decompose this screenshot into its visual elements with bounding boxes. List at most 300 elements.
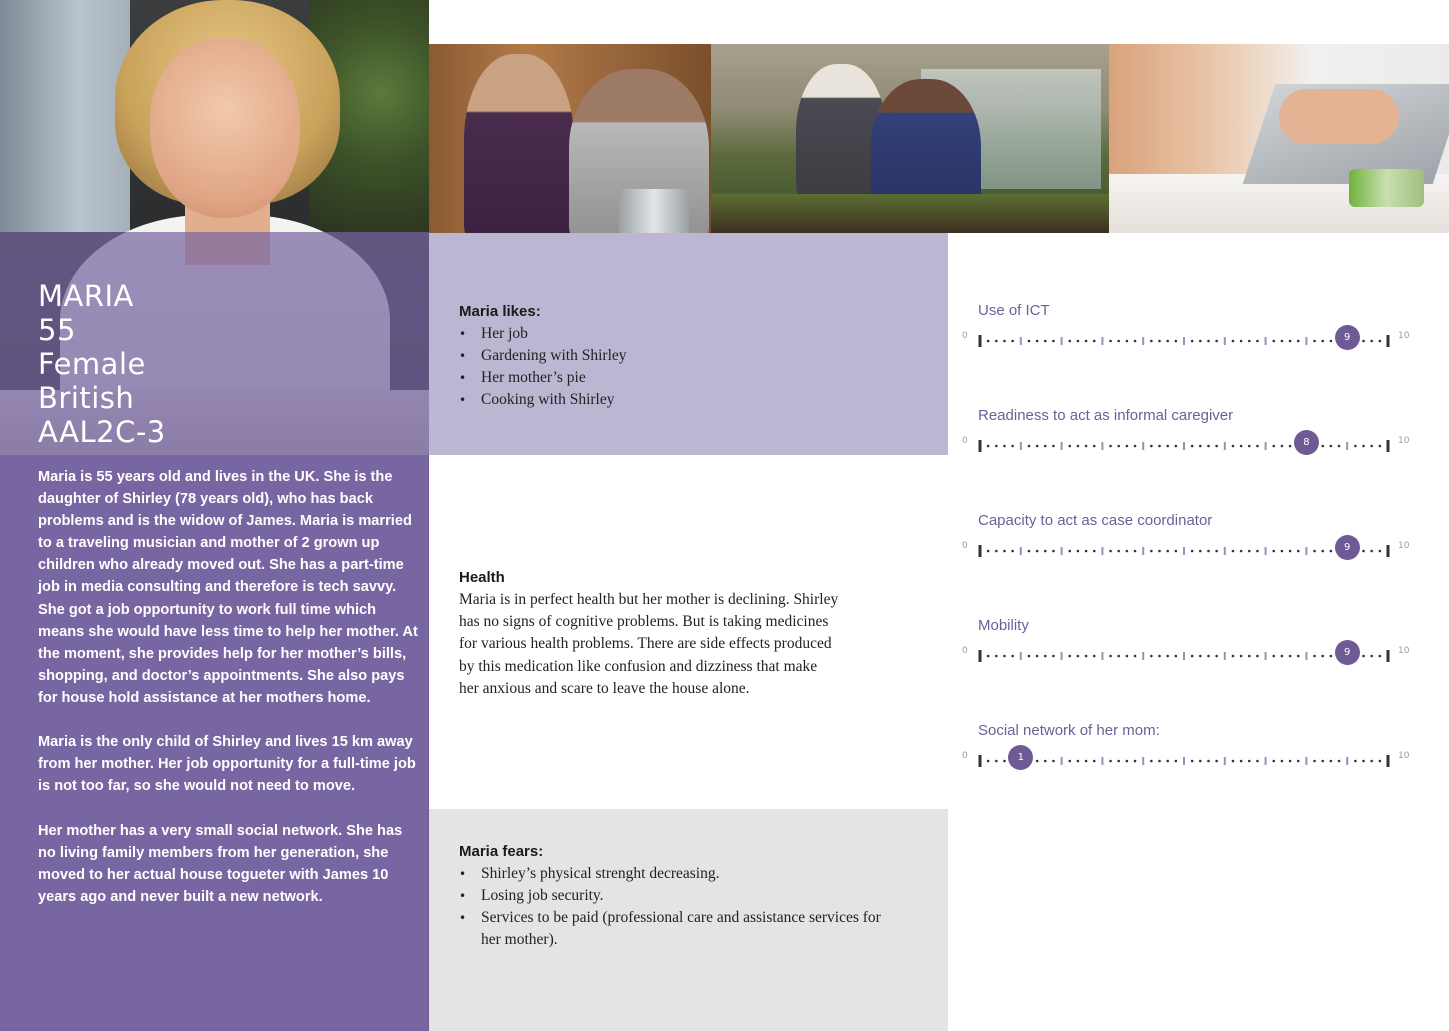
scale-dot bbox=[1379, 760, 1382, 763]
scale-dot bbox=[1256, 445, 1259, 448]
scale-tick bbox=[1142, 547, 1144, 555]
likes-title: Maria likes: bbox=[459, 303, 541, 320]
scale-dot bbox=[1126, 445, 1129, 448]
fears-title: Maria fears: bbox=[459, 843, 544, 860]
scale-dot bbox=[1370, 760, 1373, 763]
scale-dot bbox=[987, 445, 990, 448]
scale-dot bbox=[1028, 340, 1031, 343]
scale-end-cap bbox=[979, 545, 982, 557]
scale-dot bbox=[1175, 550, 1178, 553]
scale-dot bbox=[1003, 760, 1006, 763]
scale-dot bbox=[1158, 550, 1161, 553]
scale-tick bbox=[1101, 652, 1103, 660]
cooking-photo bbox=[429, 44, 711, 233]
scale-dot bbox=[1068, 445, 1071, 448]
scale-dot bbox=[1297, 760, 1300, 763]
scale-dot bbox=[1134, 340, 1137, 343]
scale-dot bbox=[1134, 550, 1137, 553]
scale-end-cap bbox=[1387, 440, 1390, 452]
scale-dot bbox=[1272, 655, 1275, 658]
scale-tick bbox=[1142, 757, 1144, 765]
scale-tick bbox=[1061, 337, 1063, 345]
scale-min-label: 0 bbox=[962, 436, 968, 446]
scale-dot bbox=[995, 550, 998, 553]
scale-dot bbox=[1256, 760, 1259, 763]
scale-tick bbox=[1305, 337, 1307, 345]
scale-dot bbox=[1085, 655, 1088, 658]
scale-dot bbox=[1077, 445, 1080, 448]
scale-dot bbox=[1011, 445, 1014, 448]
scale-dot bbox=[1215, 655, 1218, 658]
scale-dot bbox=[1272, 550, 1275, 553]
bio-paragraph: Her mother has a very small social network. She has no living family members from her generation, she moved to her actual house togueter with James 10 years ago and never built a new network. bbox=[38, 822, 403, 905]
scale-tick bbox=[1265, 652, 1267, 660]
scale-dot bbox=[1134, 760, 1137, 763]
scale-dot bbox=[1068, 760, 1071, 763]
scale-dot bbox=[1248, 445, 1251, 448]
window-background bbox=[0, 0, 130, 232]
scale-dot bbox=[1272, 340, 1275, 343]
scale-dot bbox=[1166, 760, 1169, 763]
persona-name: MARIA bbox=[38, 279, 134, 313]
scale-dot bbox=[1134, 655, 1137, 658]
scale-dot bbox=[1158, 340, 1161, 343]
list-item: • Shirley’s physical strenght decreasing. bbox=[459, 863, 904, 885]
scale-dot bbox=[1175, 445, 1178, 448]
scale-dot bbox=[1297, 550, 1300, 553]
scale-dot bbox=[1232, 340, 1235, 343]
scale-dot bbox=[1085, 340, 1088, 343]
scale-dot bbox=[1199, 550, 1202, 553]
scale-dot bbox=[1028, 550, 1031, 553]
scale-dot bbox=[1191, 340, 1194, 343]
scale-dot bbox=[1036, 445, 1039, 448]
scale-tick bbox=[1020, 337, 1022, 345]
scale-dot bbox=[1036, 760, 1039, 763]
scale-dot bbox=[1240, 445, 1243, 448]
scale-dot bbox=[1362, 655, 1365, 658]
scale-end-cap bbox=[979, 650, 982, 662]
scale-dot bbox=[1248, 760, 1251, 763]
scale-tick bbox=[1265, 442, 1267, 450]
scale-end-cap bbox=[1387, 755, 1390, 767]
scale-dot bbox=[1297, 655, 1300, 658]
scale-dot bbox=[1232, 655, 1235, 658]
scale-dot bbox=[1126, 655, 1129, 658]
scale-dot bbox=[1126, 760, 1129, 763]
scale-dot bbox=[1003, 445, 1006, 448]
list-item: • Gardening with Shirley bbox=[459, 345, 919, 367]
scale-dot bbox=[1330, 550, 1333, 553]
scale-dot bbox=[1150, 655, 1153, 658]
scale-dot bbox=[1109, 340, 1112, 343]
scale-dot bbox=[1379, 655, 1382, 658]
scale-dot bbox=[1093, 445, 1096, 448]
scale-dot bbox=[1248, 655, 1251, 658]
list-item: • Her mother’s pie bbox=[459, 367, 919, 389]
laptop-photo bbox=[1109, 44, 1449, 233]
scale-dot bbox=[1003, 655, 1006, 658]
scale-dot bbox=[1117, 445, 1120, 448]
scale-dot bbox=[1321, 550, 1324, 553]
scale-tick bbox=[1183, 442, 1185, 450]
scale-dot bbox=[1240, 655, 1243, 658]
scale-dot bbox=[987, 760, 990, 763]
scale-end-cap bbox=[1387, 650, 1390, 662]
scale-dot bbox=[1289, 340, 1292, 343]
scale-dot bbox=[1036, 550, 1039, 553]
hands-shape bbox=[1279, 89, 1399, 144]
scale-dot bbox=[995, 760, 998, 763]
scale-dot bbox=[1044, 760, 1047, 763]
scale-dot bbox=[1248, 550, 1251, 553]
scale-tick bbox=[1101, 547, 1103, 555]
scale-max-label: 10 bbox=[1398, 646, 1410, 656]
scale-dot bbox=[1330, 655, 1333, 658]
scale-dot bbox=[1044, 550, 1047, 553]
scale-dot bbox=[1175, 760, 1178, 763]
scale-tick bbox=[1101, 442, 1103, 450]
scale-dot bbox=[1289, 655, 1292, 658]
scale-dot bbox=[1052, 760, 1055, 763]
scale-dot bbox=[1281, 760, 1284, 763]
scale-dot bbox=[1199, 760, 1202, 763]
scale-dot bbox=[1370, 445, 1373, 448]
scale-dot bbox=[1158, 760, 1161, 763]
scale-dot bbox=[1117, 760, 1120, 763]
scale-tick bbox=[1101, 337, 1103, 345]
scale-dot bbox=[1166, 550, 1169, 553]
scale-dot bbox=[1011, 655, 1014, 658]
scale-dot bbox=[1199, 445, 1202, 448]
scale-min-label: 0 bbox=[962, 541, 968, 551]
scale-dot bbox=[1379, 340, 1382, 343]
scale-dot bbox=[1281, 655, 1284, 658]
bio-text bbox=[38, 466, 422, 930]
list-item: • Her job bbox=[459, 323, 919, 345]
scale-tick bbox=[1346, 442, 1348, 450]
scale-dot bbox=[1003, 550, 1006, 553]
scale-tick bbox=[1183, 337, 1185, 345]
scale-dot bbox=[1207, 550, 1210, 553]
scale-dot bbox=[1281, 550, 1284, 553]
scale-dot bbox=[1003, 340, 1006, 343]
scale-dot bbox=[1028, 655, 1031, 658]
scale-tick bbox=[1061, 652, 1063, 660]
scale-tick bbox=[1142, 337, 1144, 345]
likes-section bbox=[459, 301, 919, 411]
scale-marker: 9 bbox=[1335, 535, 1360, 560]
scale-label: Social network of her mom: bbox=[978, 722, 1160, 739]
scale-dot bbox=[1232, 760, 1235, 763]
scale-dot bbox=[1158, 445, 1161, 448]
scale-dot bbox=[1207, 340, 1210, 343]
scale-dot bbox=[1199, 655, 1202, 658]
scale-dot bbox=[1166, 340, 1169, 343]
scale-use-of-ict bbox=[960, 302, 1420, 362]
scale-dot bbox=[1240, 340, 1243, 343]
scale-tick bbox=[1061, 547, 1063, 555]
scale-dot bbox=[1126, 340, 1129, 343]
scale-dot bbox=[1044, 340, 1047, 343]
scale-max-label: 10 bbox=[1398, 751, 1410, 761]
scale-end-cap bbox=[1387, 335, 1390, 347]
scale-label: Readiness to act as informal caregiver bbox=[978, 407, 1234, 424]
scale-dot bbox=[1313, 760, 1316, 763]
scale-track bbox=[960, 431, 1420, 453]
scale-dot bbox=[1044, 655, 1047, 658]
scale-dot bbox=[1166, 445, 1169, 448]
scale-dotted-line bbox=[960, 431, 1420, 453]
scale-tick bbox=[1224, 757, 1226, 765]
scale-dot bbox=[1085, 760, 1088, 763]
scale-dot bbox=[987, 655, 990, 658]
scale-tick bbox=[1224, 337, 1226, 345]
scale-tick bbox=[1265, 337, 1267, 345]
scale-dot bbox=[1297, 340, 1300, 343]
scale-dot bbox=[1362, 760, 1365, 763]
scale-dot bbox=[1093, 340, 1096, 343]
scale-dot bbox=[987, 550, 990, 553]
scale-max-label: 10 bbox=[1398, 541, 1410, 551]
scale-dot bbox=[987, 340, 990, 343]
scale-dot bbox=[1199, 340, 1202, 343]
list-item: • Losing job security. bbox=[459, 885, 904, 907]
scale-dot bbox=[1248, 340, 1251, 343]
scale-dot bbox=[1362, 445, 1365, 448]
persona-age: 55 bbox=[38, 313, 76, 347]
scale-dot bbox=[1330, 445, 1333, 448]
scale-dot bbox=[1321, 445, 1324, 448]
scale-dot bbox=[1077, 550, 1080, 553]
scale-dot bbox=[995, 655, 998, 658]
scale-dot bbox=[1370, 550, 1373, 553]
scale-dot bbox=[1256, 340, 1259, 343]
scale-dot bbox=[1370, 340, 1373, 343]
scale-dot bbox=[1052, 655, 1055, 658]
scale-tick bbox=[1305, 652, 1307, 660]
scale-dot bbox=[1126, 550, 1129, 553]
scale-max-label: 10 bbox=[1398, 331, 1410, 341]
scale-dot bbox=[1191, 445, 1194, 448]
scale-dot bbox=[1313, 655, 1316, 658]
scale-dot bbox=[1379, 550, 1382, 553]
scale-dot bbox=[1215, 760, 1218, 763]
scale-dot bbox=[1068, 550, 1071, 553]
scale-end-cap bbox=[1387, 545, 1390, 557]
list-item: • Cooking with Shirley bbox=[459, 389, 919, 411]
bio-paragraph: Maria is the only child of Shirley and lives 15 km away from her mother. Her job opportunity for a full-time job is not too far, so she would not need to move. bbox=[38, 734, 416, 795]
scale-tick bbox=[1020, 652, 1022, 660]
scale-dot bbox=[1338, 760, 1341, 763]
bio-paragraph: Maria is 55 years old and lives in the UK. She is the daughter of Shirley (78 years old), who has back problems and is the widow of James. Maria is married to a traveling musician and mother of 2 grown up children who already moved out. She has a part-time job in media consulting and therefore is tech savvy. She got a job opportunity to work full time which means she would have less time to help her mother. At the moment, she provides help for her mother’s bills, shopping, and doctor’s appointments. She also pays for house hold assistance at her mothers home. bbox=[38, 469, 418, 706]
scale-tick bbox=[1265, 547, 1267, 555]
scale-dot bbox=[1281, 340, 1284, 343]
health-title: Health bbox=[459, 569, 505, 586]
scale-dot bbox=[1362, 550, 1365, 553]
list-item: • Services to be paid (professional care and assistance services for her mother). bbox=[459, 907, 904, 951]
gardening-photo bbox=[711, 44, 1109, 233]
scale-dot bbox=[1289, 550, 1292, 553]
scale-marker: 9 bbox=[1335, 640, 1360, 665]
scale-tick bbox=[1020, 442, 1022, 450]
scale-tick bbox=[1224, 547, 1226, 555]
scale-dot bbox=[1232, 445, 1235, 448]
scale-tick bbox=[1224, 442, 1226, 450]
scale-dot bbox=[1330, 760, 1333, 763]
scale-dot bbox=[1077, 655, 1080, 658]
scale-dot bbox=[1354, 760, 1357, 763]
scale-track bbox=[960, 326, 1420, 348]
scale-dot bbox=[1150, 340, 1153, 343]
scale-dot bbox=[1207, 445, 1210, 448]
scale-dot bbox=[1093, 655, 1096, 658]
scale-dot bbox=[1232, 550, 1235, 553]
scale-dot bbox=[1313, 340, 1316, 343]
scale-marker: 1 bbox=[1008, 745, 1033, 770]
scale-dot bbox=[1215, 445, 1218, 448]
scale-dot bbox=[1036, 655, 1039, 658]
pot-shape bbox=[619, 189, 689, 233]
scale-dot bbox=[1044, 445, 1047, 448]
scale-dot bbox=[1109, 655, 1112, 658]
scale-dot bbox=[1093, 550, 1096, 553]
scale-dot bbox=[1256, 550, 1259, 553]
fears-section bbox=[459, 841, 904, 951]
scale-dot bbox=[1289, 760, 1292, 763]
scale-tick bbox=[1305, 547, 1307, 555]
scale-dot bbox=[1150, 550, 1153, 553]
health-section bbox=[459, 567, 839, 700]
scale-dot bbox=[1240, 550, 1243, 553]
scale-tick bbox=[1142, 442, 1144, 450]
scale-dot bbox=[1338, 445, 1341, 448]
scale-tick bbox=[1061, 442, 1063, 450]
scale-dot bbox=[1362, 340, 1365, 343]
scale-dot bbox=[1011, 340, 1014, 343]
scale-dot bbox=[1109, 760, 1112, 763]
scale-mobility bbox=[960, 617, 1420, 677]
persona-nationality: British bbox=[38, 381, 135, 415]
scale-end-cap bbox=[979, 440, 982, 452]
scale-dot bbox=[1077, 340, 1080, 343]
scale-dot bbox=[1175, 655, 1178, 658]
scale-dot bbox=[1330, 340, 1333, 343]
scale-track bbox=[960, 536, 1420, 558]
scale-dot bbox=[1272, 760, 1275, 763]
scale-label: Use of ICT bbox=[978, 302, 1050, 319]
scale-dot bbox=[1354, 445, 1357, 448]
scale-dot bbox=[1117, 340, 1120, 343]
scale-dot bbox=[1207, 760, 1210, 763]
persona-header bbox=[38, 279, 418, 449]
scale-dot bbox=[1036, 340, 1039, 343]
garden-bed-shape bbox=[711, 194, 1109, 233]
scale-tick bbox=[1101, 757, 1103, 765]
scale-dot bbox=[1150, 445, 1153, 448]
scale-dot bbox=[1313, 550, 1316, 553]
likes-list bbox=[459, 323, 919, 411]
scale-readiness-caregiver bbox=[960, 407, 1420, 467]
scale-max-label: 10 bbox=[1398, 436, 1410, 446]
scale-dot bbox=[1011, 550, 1014, 553]
scale-tick bbox=[1183, 652, 1185, 660]
persona-code: AAL2C-3 bbox=[38, 415, 166, 449]
scale-dot bbox=[1158, 655, 1161, 658]
scale-dot bbox=[1052, 340, 1055, 343]
scale-dot bbox=[1191, 655, 1194, 658]
scale-tick bbox=[1020, 547, 1022, 555]
scale-dot bbox=[1085, 445, 1088, 448]
scale-tick bbox=[1142, 652, 1144, 660]
scale-dot bbox=[1240, 760, 1243, 763]
scale-min-label: 0 bbox=[962, 331, 968, 341]
scale-social-network bbox=[960, 722, 1420, 782]
scale-label: Mobility bbox=[978, 617, 1029, 634]
scale-tick bbox=[1183, 547, 1185, 555]
scale-dot bbox=[1077, 760, 1080, 763]
scale-min-label: 0 bbox=[962, 751, 968, 761]
scale-dot bbox=[1191, 760, 1194, 763]
scale-dot bbox=[1117, 550, 1120, 553]
scale-dot bbox=[1117, 655, 1120, 658]
persona-gender: Female bbox=[38, 347, 146, 381]
scale-dot bbox=[1166, 655, 1169, 658]
scale-tick bbox=[1224, 652, 1226, 660]
fears-list bbox=[459, 863, 904, 951]
scale-label: Capacity to act as case coordinator bbox=[978, 512, 1213, 529]
scale-tick bbox=[1265, 757, 1267, 765]
scale-dot bbox=[1321, 760, 1324, 763]
scale-tick bbox=[1061, 757, 1063, 765]
scale-dot bbox=[1191, 550, 1194, 553]
scale-dot bbox=[1215, 340, 1218, 343]
scale-tick bbox=[1305, 757, 1307, 765]
scale-track bbox=[960, 641, 1420, 663]
scale-dot bbox=[1109, 550, 1112, 553]
scale-dot bbox=[1256, 655, 1259, 658]
face-shape bbox=[150, 38, 300, 218]
scale-dot bbox=[1093, 760, 1096, 763]
scale-dot bbox=[1272, 445, 1275, 448]
device-shape bbox=[1349, 169, 1424, 207]
scale-dot bbox=[1321, 340, 1324, 343]
scale-dot bbox=[1052, 445, 1055, 448]
scale-dot bbox=[995, 340, 998, 343]
scale-dot bbox=[1321, 655, 1324, 658]
scale-dot bbox=[1370, 655, 1373, 658]
scale-dot bbox=[1150, 760, 1153, 763]
scale-end-cap bbox=[979, 335, 982, 347]
scale-dot bbox=[1068, 655, 1071, 658]
scale-track bbox=[960, 746, 1420, 768]
scale-dot bbox=[1289, 445, 1292, 448]
scale-dot bbox=[1215, 550, 1218, 553]
scale-case-coordinator bbox=[960, 512, 1420, 572]
scale-dot bbox=[995, 445, 998, 448]
scale-dot bbox=[1207, 655, 1210, 658]
scale-dot bbox=[1068, 340, 1071, 343]
scale-dot bbox=[1175, 340, 1178, 343]
scale-dot bbox=[1134, 445, 1137, 448]
scale-min-label: 0 bbox=[962, 646, 968, 656]
scale-end-cap bbox=[979, 755, 982, 767]
scale-dot bbox=[1028, 445, 1031, 448]
scale-dot bbox=[1281, 445, 1284, 448]
scale-marker: 8 bbox=[1294, 430, 1319, 455]
health-text: Maria is in perfect health but her mother is declining. Shirley has no signs of cognitive problems. But is taking medicines for various health problems. There are side effects produced by this medication like confusion and dizziness that make her anxious and scare to leave the house alone. bbox=[459, 591, 839, 697]
scale-dot bbox=[1379, 445, 1382, 448]
